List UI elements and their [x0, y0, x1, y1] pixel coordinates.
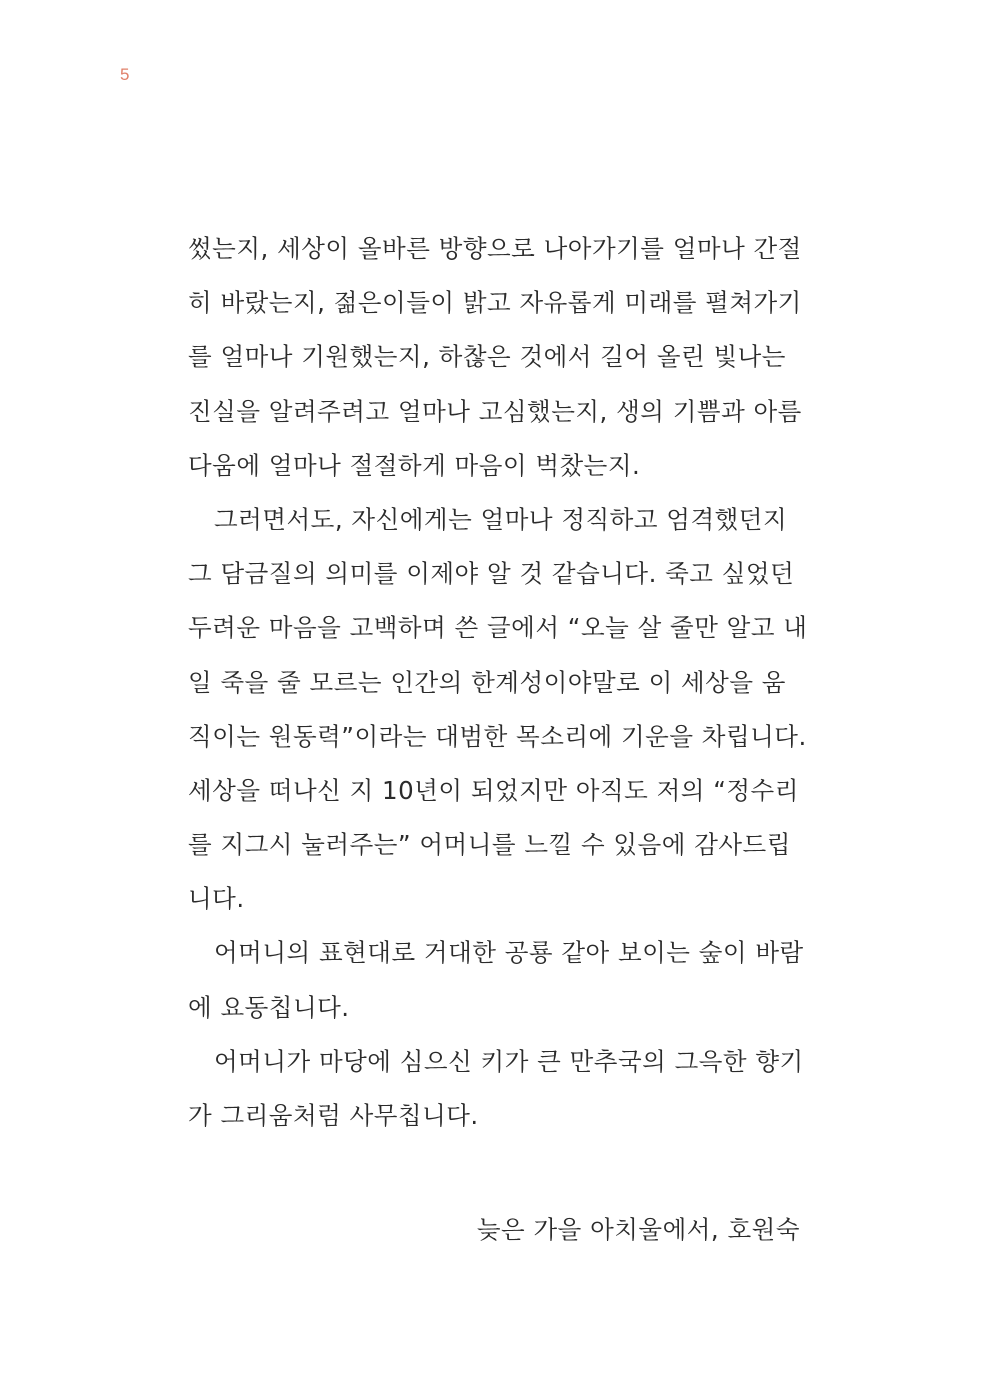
- text-line: 어머니가 마당에 심으신 키가 큰 만추국의 그윽한 향기: [214, 1046, 804, 1076]
- page-number: 5: [120, 65, 130, 84]
- author-signature: 늦은 가을 아치울에서, 호원숙: [476, 1215, 800, 1244]
- text-line: 그 담금질의 의미를 이제야 알 것 같습니다. 죽고 싶었던: [188, 559, 795, 589]
- text-line: 에 요동칩니다.: [188, 992, 350, 1022]
- text-line: 두려운 마음을 고백하며 쓴 글에서 “오늘 살 줄만 알고 내: [188, 613, 808, 643]
- text-line: 히 바랐는지, 젊은이들이 밝고 자유롭게 미래를 펼쳐가기: [188, 288, 802, 318]
- body-text: [188, 222, 808, 1143]
- text-line: 를 얼마나 기원했는지, 하찮은 것에서 길어 올린 빛나는: [188, 342, 786, 372]
- text-line: 를 지그시 눌러주는” 어머니를 느낄 수 있음에 감사드립: [188, 830, 791, 860]
- text-line: 니다.: [188, 884, 245, 914]
- text-line: 어머니의 표현대로 거대한 공룡 같아 보이는 숲이 바람: [214, 938, 804, 968]
- text-line: 썼는지, 세상이 올바른 방향으로 나아가기를 얼마나 간절: [188, 234, 802, 263]
- text-line: 다움에 얼마나 절절하게 마음이 벅찼는지.: [188, 450, 641, 480]
- text-line: 세상을 떠나신 지 10년이 되었지만 아직도 저의 “정수리: [188, 775, 799, 805]
- text-line: 그러면서도, 자신에게는 얼마나 정직하고 엄격했던지: [214, 504, 788, 534]
- text-line: 진실을 알려주려고 얼마나 고심했는지, 생의 기쁨과 아름: [188, 396, 802, 426]
- text-line: 일 죽을 줄 모르는 인간의 한계성이야말로 이 세상을 움: [188, 667, 786, 697]
- text-line: 가 그리움처럼 사무칩니다.: [188, 1101, 479, 1130]
- text-line: 직이는 원동력”이라는 대범한 목소리에 기운을 차립니다.: [188, 721, 807, 751]
